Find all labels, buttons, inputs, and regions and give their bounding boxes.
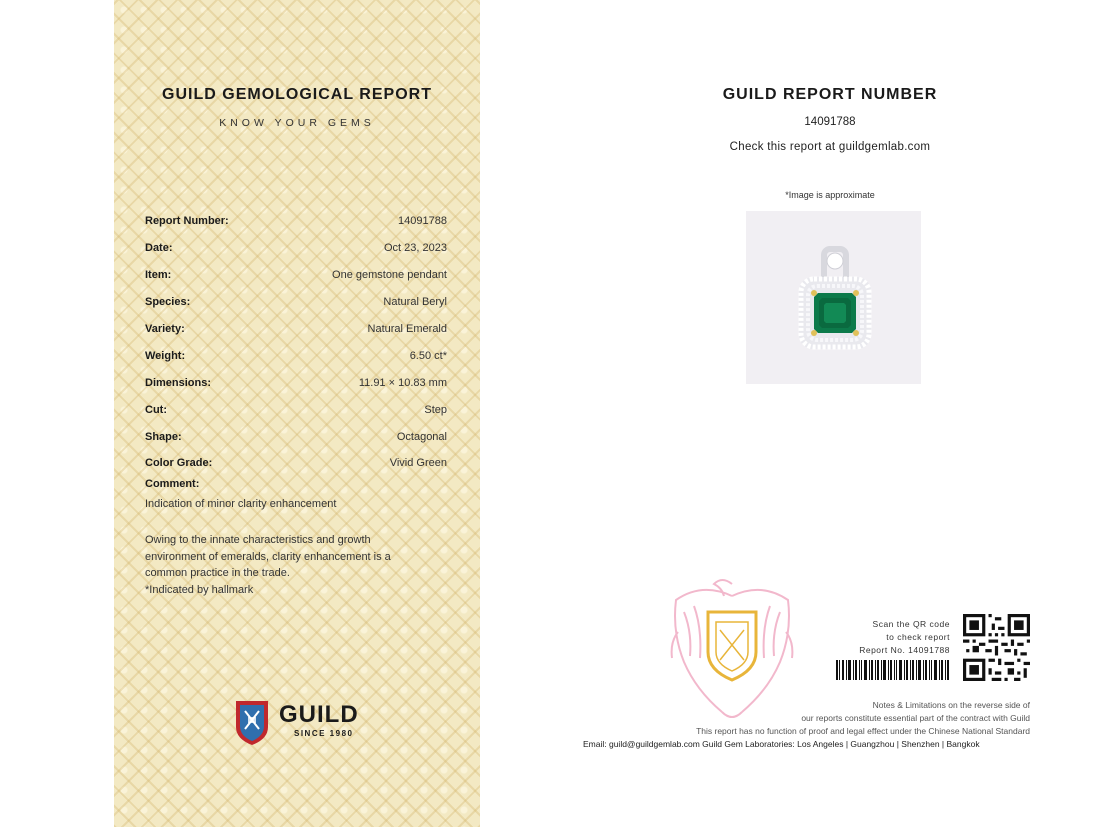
guild-wordmark: GUILD bbox=[279, 701, 359, 728]
scan-line: Scan the QR code bbox=[872, 619, 950, 629]
field-value: 11.91 × 10.83 mm bbox=[358, 376, 447, 389]
comment-text: Indication of minor clarity enhancement bbox=[145, 498, 337, 510]
scan-line: Report No. 14091788 bbox=[859, 645, 950, 655]
qr-instructions bbox=[859, 618, 950, 657]
emerald-pendant-icon bbox=[746, 211, 921, 384]
gem-photo bbox=[746, 211, 921, 384]
field-label: Report Number: bbox=[145, 215, 229, 228]
image-approx-note: *Image is approximate bbox=[785, 190, 875, 200]
report-fields bbox=[145, 208, 447, 477]
field-label: Cut: bbox=[145, 403, 167, 416]
field-value: Vivid Green bbox=[389, 457, 447, 470]
field-value: Natural Emerald bbox=[367, 323, 447, 335]
report-number: 14091788 bbox=[804, 116, 856, 128]
barcode bbox=[836, 660, 951, 680]
field-variety bbox=[145, 316, 447, 343]
shield-icon bbox=[232, 697, 272, 747]
field-label: Shape: bbox=[145, 430, 182, 443]
note-line: Owing to the innate characteristics and growth bbox=[145, 534, 371, 546]
report-title: GUILD GEMOLOGICAL REPORT bbox=[162, 86, 432, 103]
note-line: *Indicated by hallmark bbox=[145, 583, 254, 596]
field-value: Step bbox=[424, 403, 447, 416]
field-value: 6.50 ct* bbox=[409, 349, 447, 362]
field-dimensions bbox=[145, 369, 447, 396]
field-cut bbox=[145, 396, 447, 423]
scan-line: to check report bbox=[886, 632, 950, 642]
field-color-grade bbox=[145, 450, 447, 477]
field-shape bbox=[145, 423, 447, 450]
field-label: Variety: bbox=[145, 323, 185, 335]
enhancement-note bbox=[145, 532, 445, 598]
field-value: Natural Beryl bbox=[383, 296, 447, 309]
field-label: Dimensions: bbox=[145, 376, 212, 389]
notes-limitations bbox=[696, 699, 1030, 737]
note-line: common practice in the trade. bbox=[145, 567, 290, 579]
contact-footer: Email: guild@guildgemlab.com Guild Gem Laboratories: Los Angeles | Guangzhou | Shenzhen | Bangkok bbox=[583, 739, 980, 749]
field-species bbox=[145, 289, 447, 316]
field-item bbox=[145, 262, 447, 289]
certificate-panel bbox=[114, 0, 480, 827]
field-value: Octagonal bbox=[396, 430, 447, 443]
field-report-number bbox=[145, 208, 447, 235]
field-label: Date: bbox=[145, 242, 173, 255]
notes-line: Notes & Limitations on the reverse side of bbox=[872, 700, 1030, 710]
notes-line: This report has no function of proof and legal effect under the Chinese National Standard bbox=[696, 725, 1030, 736]
field-date bbox=[145, 235, 447, 262]
check-report-link[interactable]: Check this report at guildgemlab.com bbox=[729, 141, 931, 153]
comment-label: Comment: bbox=[145, 478, 200, 490]
report-number-title: GUILD REPORT NUMBER bbox=[722, 86, 938, 103]
notes-line: our reports constitute essential part of the contract with Guild bbox=[801, 712, 1030, 723]
field-label: Weight: bbox=[145, 349, 186, 362]
field-value: One gemstone pendant bbox=[332, 269, 447, 282]
field-label: Species: bbox=[145, 296, 191, 309]
field-label: Color Grade: bbox=[145, 457, 213, 470]
qr-code[interactable] bbox=[963, 614, 1030, 681]
guild-logo bbox=[232, 697, 362, 747]
guild-since: SINCE 1980 bbox=[294, 729, 354, 738]
field-value: Oct 23, 2023 bbox=[384, 242, 447, 255]
field-label: Item: bbox=[145, 269, 172, 282]
note-line: environment of emeralds, clarity enhancement is a bbox=[145, 550, 391, 563]
report-tagline: KNOW YOUR GEMS bbox=[219, 117, 375, 129]
field-weight bbox=[145, 342, 447, 369]
field-value: 14091788 bbox=[398, 215, 447, 228]
